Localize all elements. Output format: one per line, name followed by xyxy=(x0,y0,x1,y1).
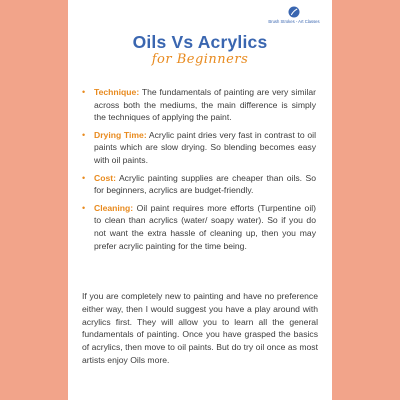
bullet-dot-icon: • xyxy=(82,129,86,140)
bullet-text: Oil paint requires more efforts (Turpentine oil) to clean than acrylics (water/ soapy water). So if you do not want the extra hassle of cleaning up, then you may prefer acrylic painting for the time being. xyxy=(94,202,316,251)
bullet-dot-icon: • xyxy=(82,172,86,183)
bullet-dot-icon: • xyxy=(82,202,86,213)
logo xyxy=(264,6,324,24)
bullet-separator: : xyxy=(136,87,140,97)
bullet-term: Technique xyxy=(94,87,137,97)
bullet-text: The fundamentals of painting are very similar across both the mediums, the main difference is simply the techniques of applying the paint. xyxy=(94,87,316,123)
bullet-separator: : xyxy=(143,129,147,140)
conclusion-paragraph: If you are completely new to painting and have no preference either way, then I would suggest you have a play around with acrylics first. They will allow you to learn all the general fundamentals of painting. Once you have grasped the basics of acrylics, then move to oil paints. But do try oil once as most artists enjoy Oils more. xyxy=(82,291,318,365)
brush-strokes-logo-icon xyxy=(288,6,300,18)
bullet-separator: : xyxy=(113,172,116,183)
comparison-list xyxy=(82,86,316,257)
list-item-cost xyxy=(82,172,316,197)
bullet-text: Acrylic painting supplies are cheaper than oils. So for beginners, acrylics are budget-friendly. xyxy=(94,172,316,196)
bullet-term: Drying Time xyxy=(94,129,144,140)
document-page xyxy=(68,0,332,400)
bullet-term: Cost xyxy=(94,172,114,183)
list-item-drying-time xyxy=(82,129,316,167)
bullet-dot-icon: • xyxy=(82,87,86,97)
bullet-term: Cleaning xyxy=(94,202,131,213)
logo-text: Brush Strokes - Art Classes xyxy=(268,19,320,24)
list-item-cleaning xyxy=(82,202,316,252)
list-item-technique xyxy=(82,86,316,124)
bullet-text: Acrylic paint dries very fast in contrast to oil paints which are slow drying. So blending becomes easy with oil paints. xyxy=(94,129,316,165)
page-subtitle: for Beginners xyxy=(151,52,249,67)
page-title: Oils Vs Acrylics xyxy=(132,32,268,52)
bullet-separator: : xyxy=(130,202,134,213)
